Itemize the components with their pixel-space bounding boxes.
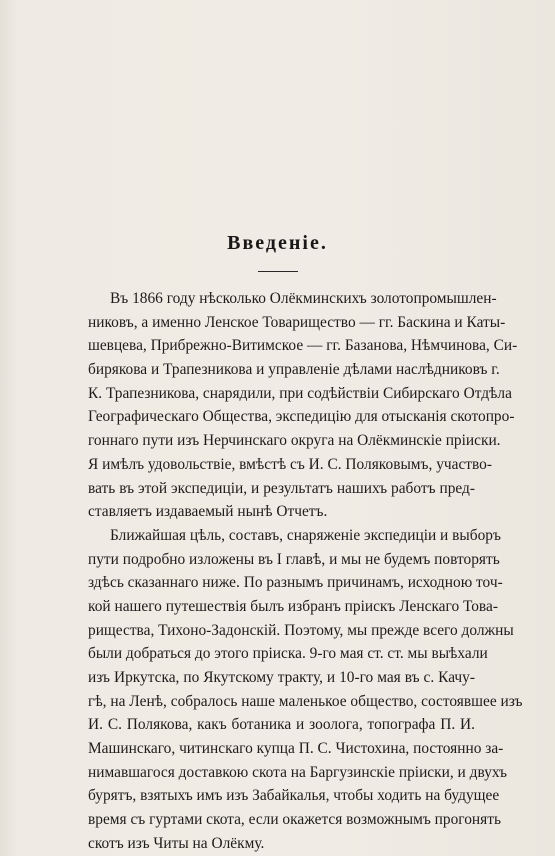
text-line: гоннаго пути изъ Нерчинскаго округа на Олёкминскіе пріиски. <box>88 432 501 450</box>
text-line: Ближайшая цѣль, составъ, снаряженіе экспедиціи и выборъ <box>110 526 501 544</box>
text-line: бирякова и Трапезникова и управленіе дѣлами наслѣдниковъ г. <box>88 361 500 379</box>
text-line: время съ гуртами скота, если окажется возможнымъ прогонять <box>88 811 501 829</box>
text-line: Въ 1866 году нѣсколько Олёкминскихъ золотопромышлен- <box>110 290 497 307</box>
chapter-title: Введеніе. <box>227 232 328 254</box>
title-divider <box>258 271 298 272</box>
text-line: скотъ изъ Читы на Олёкму. <box>88 834 265 852</box>
text-line: здѣсь сказаннаго ниже. По разнымъ причинамъ, исходною точ- <box>88 574 503 592</box>
text-line: пути подробно изложены въ I главѣ, и мы не будемъ повторять <box>88 550 500 568</box>
text-line: Машинскаго, читинскаго купца П. С. Чистохина, постоянно за- <box>88 740 504 758</box>
text-line: И. С. Полякова, какъ ботаника и зоолога, топографа П. И. <box>88 716 475 734</box>
text-line: кой нашего путешествія былъ избранъ пріискъ Ленскаго Това- <box>88 597 498 615</box>
text-line: никовъ, а именно Ленское Товарищество — гг. Баскина и Каты- <box>88 313 506 331</box>
text-line: К. Трапезникова, снарядили, при содѣйствіи Сибирскаго Отдѣла <box>88 384 512 402</box>
text-line: гѣ, на Ленѣ, собралось наше маленькое общество, состоявшее изъ <box>88 692 523 710</box>
paragraph-2 <box>88 524 523 856</box>
text-line: бурятъ, взятыхъ имъ изъ Забайкалья, чтобы ходить на будущее <box>88 787 500 805</box>
text-line: вать въ этой экспедиціи, и результатъ нашихъ работъ пред- <box>88 479 475 497</box>
text-line: ставляетъ издаваемый нынѣ Отчетъ. <box>88 503 328 521</box>
text-line: шевцева, Прибрежно-Витимское — гг. Базанова, Нѣмчинова, Си- <box>88 337 518 355</box>
text-line: изъ Иркутска, по Якутскому тракту, и 10-го мая въ с. Качу- <box>88 669 475 686</box>
text-line: рищества, Тихоно-Задонскій. Поэтому, мы прежде всего должны <box>88 621 514 639</box>
text-line: нимавшагося доставкою скота на Баргузинскіе пріиски, и двухъ <box>88 763 507 781</box>
body-text <box>88 287 523 856</box>
paragraph-1 <box>88 287 518 524</box>
text-line: Я имѣлъ удовольствіе, вмѣстѣ съ И. С. Поляковымъ, участво- <box>88 455 492 473</box>
text-line: Географическаго Общества, экспедицію для отысканія скотопро- <box>88 408 515 426</box>
text-line: были добраться до этого пріиска. 9-го мая ст. ст. мы выѣхали <box>88 645 488 663</box>
